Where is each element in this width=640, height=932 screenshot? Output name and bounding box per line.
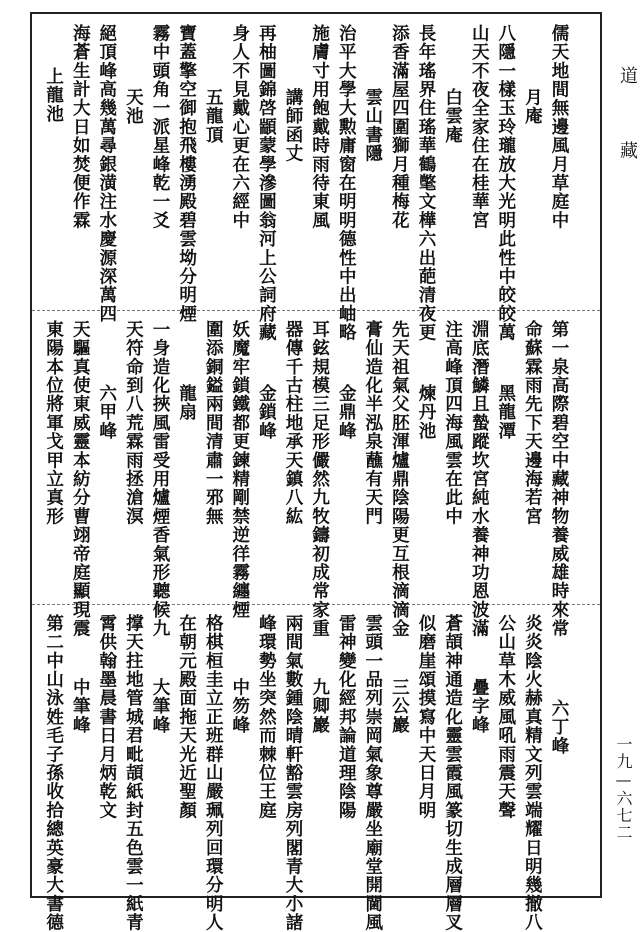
verse-line: 身人不見戴心更在六經中 xyxy=(229,24,250,230)
text-panel-bottom xyxy=(32,604,600,932)
section-heading: 雲山書隱 xyxy=(362,87,383,163)
verse-line: 器傳千古柱地承天鎮八紘 xyxy=(283,320,303,526)
section-heading: 六丁峰 xyxy=(549,699,569,756)
verse-line: 絕頂峰高幾萬尋銀潢注水慶源深萬四 xyxy=(96,24,117,324)
verse-line: 八隱一樣玉玲瓏放大光明此性中皎皎萬 xyxy=(495,24,516,342)
verse-line: 公山草木威風吼雨震天聲 xyxy=(495,614,516,820)
verse-line: 再柚圖錦啓顓蒙學滲圖翁河上公詞府藏 xyxy=(256,24,277,342)
verse-line: 山天不夜全家住在桂華宮 xyxy=(469,24,490,230)
verse-line: 儒天地間無邊風月草庭中 xyxy=(549,24,569,230)
text-panel-top xyxy=(32,14,600,342)
section-heading: 上龍池 xyxy=(43,66,64,123)
verse-line: 雷神變化經邦論道理陰陽 xyxy=(336,614,357,820)
verse-line: 峰環勢坐突然而棘位王庭 xyxy=(256,614,277,820)
verse-line: 第一泉高際碧空中藏神物養威雄時來常 xyxy=(549,320,569,638)
verse-line: 寶蓋擎空御抱飛樓湧殿碧雲坳分明煙 xyxy=(176,24,197,324)
section-heading: 三公巖 xyxy=(389,677,410,734)
verse-line: 蒼頡神通造化靈雲霞風篆切生成層層叉 xyxy=(442,614,463,932)
verse-line: 第二中山泳姓毛子孫收拾總英豪大書德 xyxy=(43,614,64,932)
section-heading: 中筆峰 xyxy=(70,677,91,734)
verse-line: 雲頭一品列崇岡氣象尊嚴坐廟堂開閫風 xyxy=(362,614,383,932)
section-heading: 金鎖峰 xyxy=(256,383,277,440)
verse-line: 妖魔牢鎖鐵都更鍊精剛禁逆徉霧纏煙 xyxy=(229,320,250,620)
verse-line: 霄供翰墨晨書日月炳乾文 xyxy=(96,614,117,820)
section-heading: 中笏峰 xyxy=(229,677,250,734)
verse-line: 耳鉉規模三足形儼然九牧鑄初成常家重 xyxy=(309,320,330,638)
verse-line: 注高峰頂四海風雲在此中 xyxy=(442,320,463,526)
section-heading: 月庵 xyxy=(522,87,543,126)
text-panel-middle xyxy=(32,310,600,638)
verse-line: 在朝元殿面拖天光近聖顏 xyxy=(176,614,197,820)
section-heading: 黑龍潭 xyxy=(495,383,516,440)
verse-line: 似磨崖頌摸寫中天日月明 xyxy=(416,614,436,820)
section-heading: 九卿巖 xyxy=(309,677,330,734)
verse-line: 天驅真使東威靈本紡分曹翊帝庭顯現震 xyxy=(70,320,91,638)
verse-line: 施膚寸用飽戴時雨待東風 xyxy=(309,24,330,230)
verse-line: 霧中頭角一派星峰乾一爻 xyxy=(150,24,170,230)
verse-line: 一身造化挾風雷受用爐煙香氣形聽候九 xyxy=(150,320,170,638)
section-heading: 白雲庵 xyxy=(442,87,463,144)
section-heading: 五龍頂 xyxy=(203,87,224,144)
verse-line: 東陽本位將軍戈甲立真形 xyxy=(43,320,64,526)
section-heading: 講師函丈 xyxy=(283,87,303,163)
verse-line: 炎炎陰火赫真精文列雲端耀日明幾撤八 xyxy=(522,614,543,932)
page-number: 一九—六七二 xyxy=(614,736,633,841)
section-heading: 金鼎峰 xyxy=(336,383,357,440)
verse-line: 淵底潛鱗且蟄蹤坎宮純水養神功恩波滿 xyxy=(469,320,490,638)
section-heading: 煉丹池 xyxy=(416,383,436,440)
verse-line: 天符命到八荒霖雨拯滄溟 xyxy=(123,320,144,526)
verse-line: 添香滿屋四圍獅月種梅花 xyxy=(389,24,410,230)
verse-line: 命蘇霖雨先下天邊海若宮 xyxy=(522,320,543,526)
verse-line: 兩間氣數鍾陰晴軒豁雲房列閣青大小諸 xyxy=(283,614,303,932)
verse-line: 治平大學大勲庸窗在明明德性中出岫略 xyxy=(336,24,357,342)
section-heading: 龍扇 xyxy=(176,383,197,422)
collection-title: 道 藏 xyxy=(617,66,638,177)
verse-line: 先天祖氣父胚渾爐鼎陰陽更互根滴滴金 xyxy=(389,320,410,638)
verse-line: 膏仙造化半泓泉蘸有天門 xyxy=(362,320,383,526)
verse-line: 圍添銅鎰兩間清肅一邪無 xyxy=(203,320,224,526)
section-heading: 六甲峰 xyxy=(96,383,117,440)
page-frame xyxy=(30,12,602,932)
section-heading: 天池 xyxy=(123,87,144,126)
verse-line: 撑天拄地管城君毗頡紙封五色雲一紙青 xyxy=(123,614,144,932)
section-heading: 疊字峰 xyxy=(469,677,490,734)
verse-line: 格棋桓圭立正班群山嚴珮列回環分明人 xyxy=(203,614,224,932)
verse-line: 長年瑤界住瑤華鶴氅文樺六出葩清夜更 xyxy=(416,24,436,342)
section-heading: 大筆峰 xyxy=(150,677,170,734)
verse-line: 海蒼生計大日如焚便作霖 xyxy=(70,24,91,230)
